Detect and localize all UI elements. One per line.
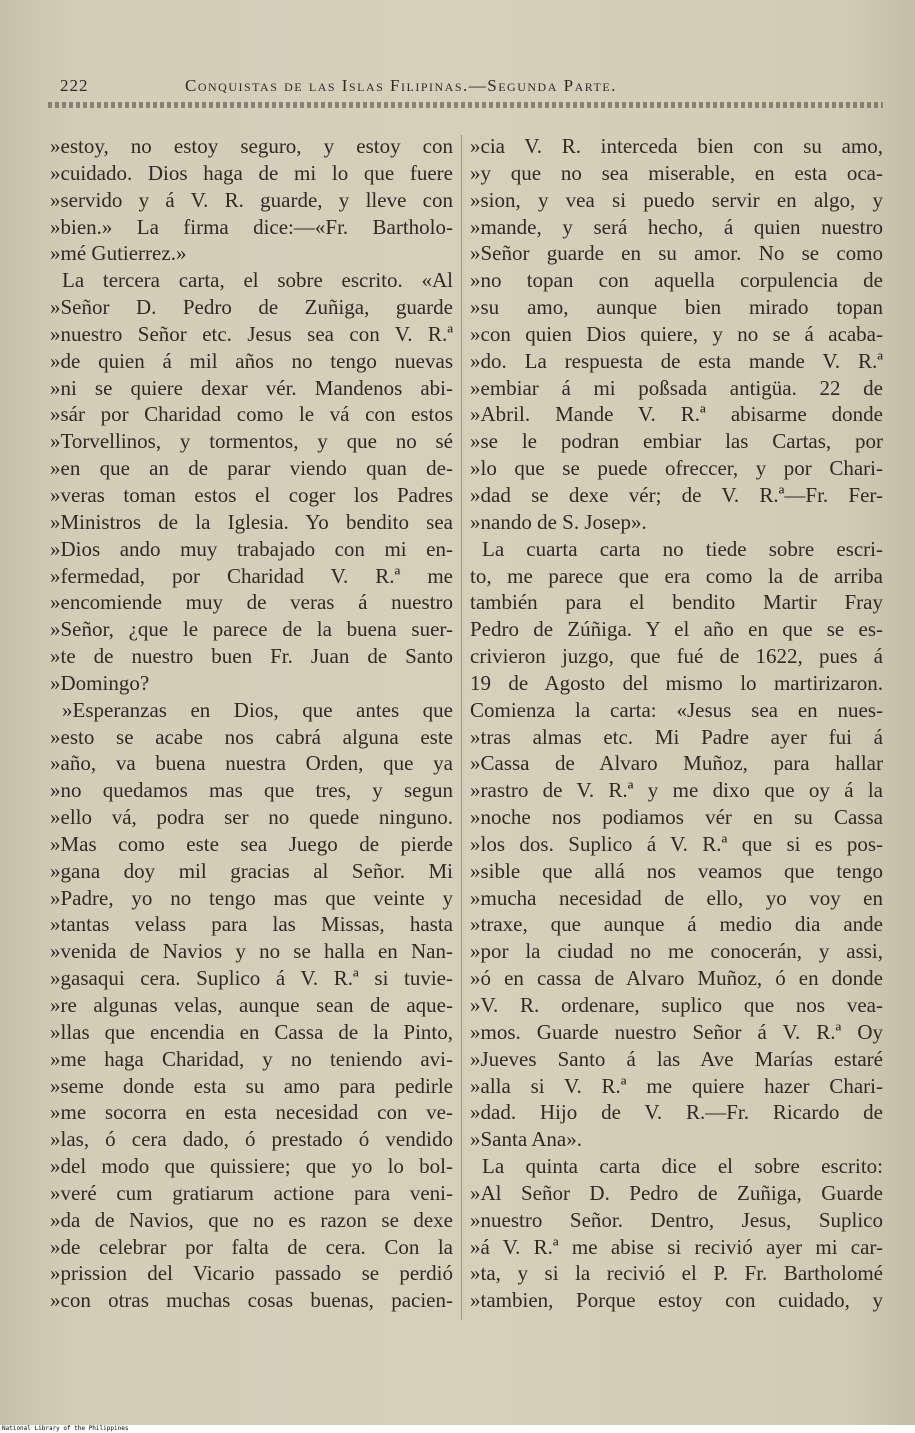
text-line: »llas que encendia en Cassa de la Pinto, bbox=[50, 1019, 453, 1044]
text-line: »no topan con aquella corpulencia de bbox=[470, 268, 883, 293]
text-line: »embiar á mi poßsada antigüa. 22 de bbox=[470, 375, 883, 400]
text-line: »no quedamos mas que tres, y segun bbox=[50, 778, 453, 803]
text-line: »bien.» La firma dice:—«Fr. Bartholo- bbox=[50, 214, 453, 239]
text-line: »sion, y vea si puedo servir en algo, y bbox=[470, 187, 883, 212]
text-line: »ello vá, podra ser no quede ninguno. bbox=[50, 805, 453, 830]
text-line: »V. R. ordenare, suplico que nos vea- bbox=[470, 993, 883, 1017]
text-line: »mande, y será hecho, á quien nuestro bbox=[470, 214, 883, 239]
text-line: »Ministros de la Iglesia. Yo bendito sea bbox=[50, 509, 453, 534]
text-line: »gana doy mil gracias al Señor. Mi bbox=[50, 858, 453, 883]
text-line: »Jueves Santo á las Ave Marías estaré bbox=[470, 1046, 883, 1071]
text-line: 19 de Agosto del mismo lo martirizaron. bbox=[470, 670, 883, 695]
text-line: crivieron juzgo, que fué de 1622, pues á bbox=[470, 644, 883, 669]
text-line: »y que no sea miserable, en esta oca- bbox=[470, 160, 883, 185]
text-line: »venida de Navios y no se halla en Nan- bbox=[50, 939, 453, 964]
text-line: »re algunas velas, aunque sean de aque- bbox=[50, 993, 453, 1017]
text-line: »encomiende muy de veras á nuestro bbox=[50, 590, 453, 615]
text-line: »noche nos podiamos vér en su Cassa bbox=[470, 805, 883, 830]
text-line: La cuarta carta no tiede sobre escri- bbox=[482, 536, 883, 561]
text-line: »mos. Guarde nuestro Señor á V. R.ª Oy bbox=[470, 1019, 883, 1044]
text-line: »Domingo? bbox=[50, 670, 150, 695]
text-line: »da de Navios, que no es razon se dexe bbox=[50, 1207, 453, 1232]
text-line: »tras almas etc. Mi Padre ayer fui á bbox=[470, 724, 883, 749]
text-line: »veré cum gratiarum actione para veni- bbox=[50, 1180, 453, 1205]
text-line: »Abril. Mande V. R.ª abisarme donde bbox=[470, 402, 883, 427]
right-column bbox=[470, 133, 883, 1314]
text-line: »Mas como este sea Juego de pierde bbox=[50, 831, 453, 856]
text-line: »nuestro Señor. Dentro, Jesus, Suplico bbox=[470, 1207, 883, 1232]
text-line: »nuestro Señor etc. Jesus sea con V. R.ª bbox=[50, 321, 453, 346]
text-line: »Padre, yo no tengo mas que veinte y bbox=[50, 885, 453, 910]
text-line: »rastro de V. R.ª y me dixo que oy á la bbox=[470, 778, 883, 803]
text-line: »con otras muchas cosas buenas, pacien- bbox=[50, 1288, 453, 1313]
footer-credit: National Library of the Philippines bbox=[2, 1425, 129, 1432]
text-line: »en que an de parar viendo quan de- bbox=[50, 456, 453, 481]
text-line: »te de nuestro buen Fr. Juan de Santo bbox=[50, 644, 453, 669]
text-line: »mucha necesidad de ello, yo voy en bbox=[470, 885, 883, 910]
text-line: »Cassa de Alvaro Muñoz, para hallar bbox=[470, 751, 883, 776]
text-line: Comienza la carta: «Jesus sea en nues- bbox=[470, 697, 883, 722]
text-line: »traxe, que aunque á medio dia ande bbox=[470, 912, 883, 937]
text-line: to, me parece que era como la de arriba bbox=[470, 563, 883, 588]
text-line: »me socorra en esta necesidad con ve- bbox=[50, 1100, 453, 1125]
text-line: »veras toman estos el coger los Padres bbox=[50, 482, 453, 507]
text-line: »del modo que quissiere; que yo lo bol- bbox=[50, 1154, 453, 1179]
text-line: »cuidado. Dios haga de mi lo que fuere bbox=[50, 160, 453, 185]
text-line: »Torvellinos, y tormentos, y que no sé bbox=[50, 429, 453, 454]
text-line: »mé Gutierrez.» bbox=[50, 241, 187, 266]
text-line: »por la ciudad no me conocerán, y assi, bbox=[470, 939, 883, 964]
text-line: »Señor guarde en su amor. No se como bbox=[470, 241, 883, 266]
text-line: »Señor, ¿que le parece de la buena suer- bbox=[50, 617, 453, 642]
text-line: »á V. R.ª me abise si recivió ayer mi car- bbox=[470, 1234, 883, 1259]
text-line: Pedro de Zúñiga. Y el año en que se es- bbox=[470, 617, 883, 642]
text-line: »dad. Hijo de V. R.—Fr. Ricardo de bbox=[470, 1100, 883, 1125]
text-line: »Santa Ana». bbox=[470, 1127, 582, 1152]
text-line: »Al Señor D. Pedro de Zuñiga, Guarde bbox=[470, 1180, 883, 1205]
page-header bbox=[60, 76, 880, 102]
text-line: »con quien Dios quiere, y no se á acaba- bbox=[470, 321, 883, 346]
text-line: »estoy, no estoy seguro, y estoy con bbox=[50, 134, 453, 158]
text-line: »fermedad, por Charidad V. R.ª me bbox=[50, 563, 453, 588]
text-line: »ta, y si la recivió el P. Fr. Bartholomé bbox=[470, 1261, 883, 1286]
text-line: »nando de S. Josep». bbox=[470, 509, 647, 534]
text-line: »esto se acabe nos cabrá alguna este bbox=[50, 724, 453, 749]
text-line: »lo que se puede ofreccer, y por Chari- bbox=[470, 456, 883, 481]
text-line: »año, va buena nuestra Orden, que ya bbox=[50, 751, 453, 776]
text-line: »dad se dexe vér; de V. R.ª—Fr. Fer- bbox=[470, 482, 883, 507]
header-ornamental-rule bbox=[48, 102, 883, 108]
page-number: 222 bbox=[60, 76, 89, 95]
text-line: »me haga Charidad, y no teniendo avi- bbox=[50, 1046, 453, 1071]
text-line: »Señor D. Pedro de Zuñiga, guarde bbox=[50, 295, 453, 320]
text-line: »las, ó cera dado, ó prestado ó vendido bbox=[50, 1127, 453, 1152]
text-line: »alla si V. R.ª me quiere hazer Chari- bbox=[470, 1073, 883, 1098]
text-line: »gasaqui cera. Suplico á V. R.ª si tuvie- bbox=[50, 966, 453, 991]
text-line: »Dios ando muy trabajado con mi en- bbox=[50, 536, 453, 561]
text-line: también para el bendito Martir Fray bbox=[470, 590, 883, 615]
footer-bar bbox=[0, 1425, 915, 1433]
text-line: La quinta carta dice el sobre escrito: bbox=[482, 1154, 883, 1179]
text-line: »los dos. Suplico á V. R.ª que si es pos- bbox=[470, 831, 883, 856]
text-line: »sible que allá nos veamos que tengo bbox=[470, 858, 883, 883]
text-line: »su amo, aunque bien mirado topan bbox=[470, 295, 883, 320]
text-line: »cia V. R. interceda bien con su amo, bbox=[470, 134, 883, 158]
column-divider bbox=[461, 135, 462, 1320]
text-line: »servido y á V. R. guarde, y lleve con bbox=[50, 187, 453, 212]
text-line: »tantas velass para las Missas, hasta bbox=[50, 912, 453, 937]
text-line: »prission del Vicario passado se perdió bbox=[50, 1261, 453, 1286]
text-line: »do. La respuesta de esta mande V. R.ª bbox=[470, 348, 883, 373]
text-line: »de quien á mil años no tengo nuevas bbox=[50, 348, 453, 373]
text-line: »se le podran embiar las Cartas, por bbox=[470, 429, 883, 454]
text-line: »seme donde esta su amo para pedirle bbox=[50, 1073, 453, 1098]
text-line: »sár por Charidad como le vá con estos bbox=[50, 402, 453, 427]
text-line: »ó en cassa de Alvaro Muñoz, ó en donde bbox=[470, 966, 883, 991]
text-line: »de celebrar por falta de cera. Con la bbox=[50, 1234, 453, 1259]
text-line: »ni se quiere dexar vér. Mandenos abi- bbox=[50, 375, 453, 400]
text-line: »tambien, Porque estoy con cuidado, y bbox=[470, 1288, 883, 1313]
text-line: »Esperanzas en Dios, que antes que bbox=[62, 697, 453, 722]
running-title: Conquistas de las Islas Filipinas.—Segunda Parte. bbox=[185, 76, 617, 95]
text-line: La tercera carta, el sobre escrito. «Al bbox=[62, 268, 453, 293]
left-column bbox=[50, 133, 453, 1314]
